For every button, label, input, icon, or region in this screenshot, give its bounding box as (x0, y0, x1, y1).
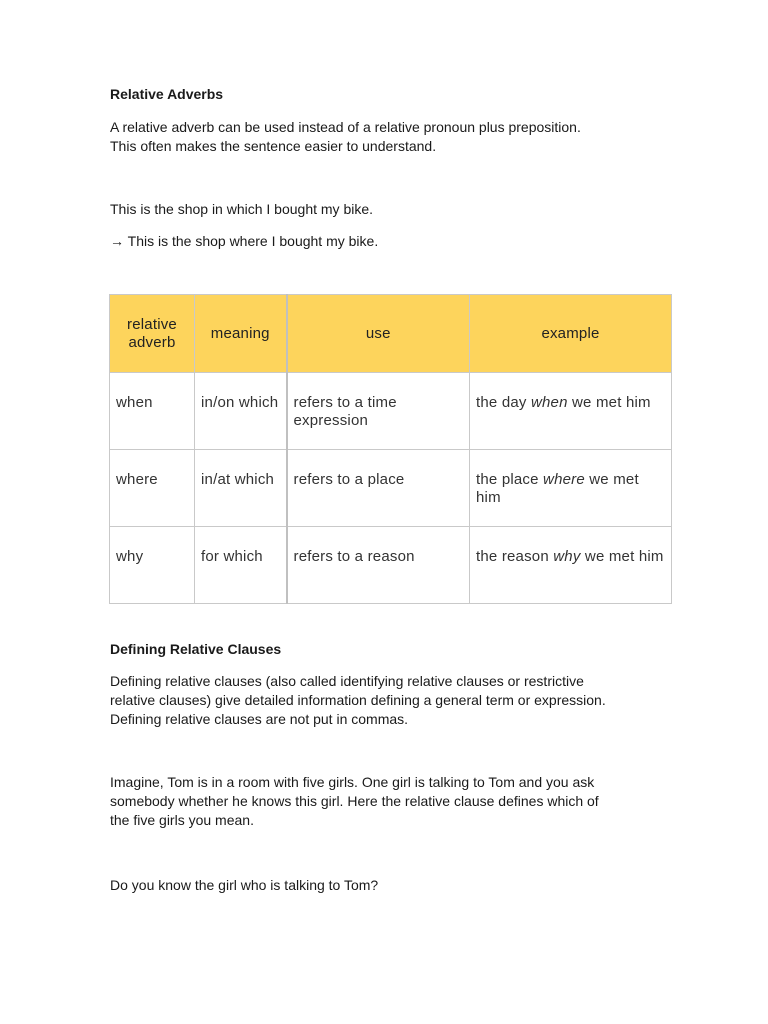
text-line: somebody whether he knows this girl. Here the relative clause defines which of (110, 793, 599, 809)
example-text: the day (476, 394, 531, 411)
cell-adverb: why (110, 527, 195, 604)
heading-defining-relative-clauses: Defining Relative Clauses (110, 641, 282, 657)
table-row (110, 527, 672, 604)
header-example: example (470, 295, 672, 373)
scenario-paragraph (110, 773, 680, 830)
table-header-row (110, 295, 672, 373)
example-keyword: why (553, 548, 581, 565)
example-original: This is the shop in which I bought my bike. (110, 201, 374, 217)
text-line: Defining relative clauses (also called identifying relative clauses or restrictive (110, 673, 584, 689)
cell-example (470, 527, 672, 604)
example-keyword: where (543, 471, 585, 488)
example-text: the reason (476, 548, 554, 565)
cell-adverb: where (110, 450, 195, 527)
table-row (110, 450, 672, 527)
cell-meaning: in/on which (195, 373, 287, 450)
header-relative-adverb: relative adverb (110, 295, 195, 373)
example-question: Do you know the girl who is talking to Tom? (110, 877, 379, 893)
example-rewritten: → This is the shop where I bought my bike. (110, 233, 379, 249)
definition-paragraph (110, 672, 680, 729)
example-keyword: when (530, 394, 568, 411)
cell-meaning: for which (195, 527, 287, 604)
text-line: relative clauses) give detailed information defining a general term or expression. (110, 692, 606, 708)
intro-paragraph (110, 118, 680, 156)
example-text: we met him (476, 471, 639, 506)
example-text: we met him (580, 548, 664, 565)
table-row (110, 373, 672, 450)
text-line: Imagine, Tom is in a room with five girls. One girl is talking to Tom and you ask (110, 774, 595, 790)
text-line: Defining relative clauses are not put in commas. (110, 711, 409, 727)
text-line: the five girls you mean. (110, 812, 254, 828)
text-line: A relative adverb can be used instead of a relative pronoun plus preposition. (110, 119, 581, 135)
relative-adverbs-table (109, 294, 672, 604)
header-use: use (287, 295, 470, 373)
cell-meaning: in/at which (195, 450, 287, 527)
text-line: This often makes the sentence easier to understand. (110, 138, 437, 154)
header-meaning: meaning (195, 295, 287, 373)
example-text: we met him (567, 394, 651, 411)
cell-use: refers to a reason (287, 527, 470, 604)
cell-example (470, 450, 672, 527)
cell-use: refers to a place (287, 450, 470, 527)
example-text: the place (476, 471, 544, 488)
cell-use: refers to a time expression (287, 373, 470, 450)
cell-example (470, 373, 672, 450)
heading-relative-adverbs: Relative Adverbs (110, 86, 224, 102)
cell-adverb: when (110, 373, 195, 450)
